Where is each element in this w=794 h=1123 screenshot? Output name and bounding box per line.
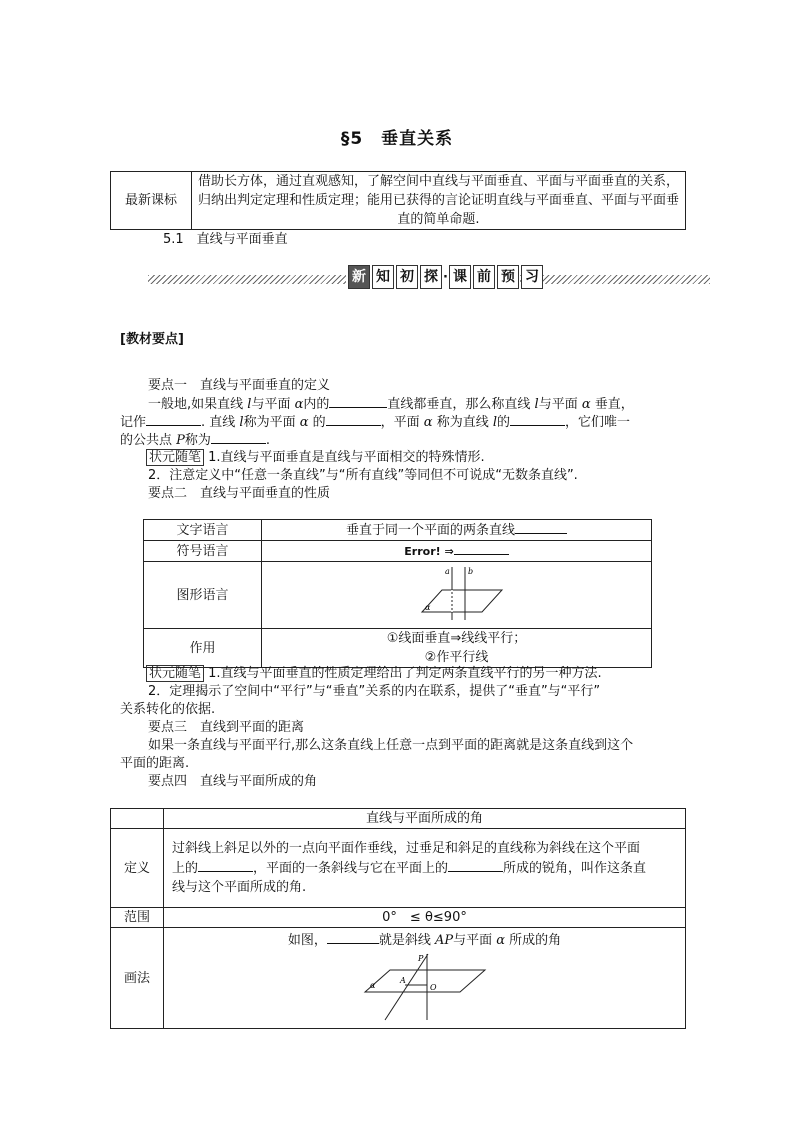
banner-stripe-right xyxy=(520,275,710,284)
banner-stripe-left xyxy=(148,275,346,284)
text: 记作 xyxy=(120,415,147,430)
var-l: l xyxy=(239,415,244,430)
banner-char: 课 xyxy=(449,265,471,289)
use-line1: ①线面垂直⇒线线平行； xyxy=(386,631,527,646)
var-alpha: α xyxy=(496,933,506,948)
point1-heading: 要点一 直线与平面垂直的定义 xyxy=(148,378,331,393)
parallel-lines-figure xyxy=(407,562,507,622)
point3-text2: 平面的距离. xyxy=(120,756,190,771)
angle-figure xyxy=(360,952,490,1022)
point2-note2b: 关系转化的依据. xyxy=(120,702,216,717)
def-line1: 过斜线上斜足以外的一点向平面作垂线，过垂足和斜足的直线称为斜线在这个平面 xyxy=(172,841,641,856)
note-text: 1.直线与平面垂直的性质定理给出了判定两条直线平行的另一种方法. xyxy=(208,666,602,681)
note-text: 1.直线与平面垂直是直线与平面相交的特殊情形. xyxy=(208,450,485,465)
text: 所成的锐角，叫作这条直 xyxy=(503,861,647,876)
note-tag: 状元随笔 xyxy=(146,665,204,682)
curriculum-label: 最新课标 xyxy=(111,172,192,230)
subsection-title: 5.1 直线与平面垂直 xyxy=(163,232,288,247)
label-o: O xyxy=(429,983,437,992)
angle-table-header: 直线与平面所成的角 xyxy=(164,809,686,829)
var-l: l xyxy=(492,415,498,430)
text: 上的 xyxy=(172,861,199,876)
range-value: 0° ≤ θ≤90° xyxy=(164,908,686,928)
point1-line2 xyxy=(120,412,630,432)
fill-blank xyxy=(327,930,379,944)
label-alpha: α xyxy=(424,603,430,612)
var-p: P xyxy=(176,433,185,448)
corner-cell xyxy=(111,809,164,829)
text: . xyxy=(265,433,271,448)
text: 的公共点 xyxy=(120,433,177,448)
banner-char: 知 xyxy=(372,265,394,289)
row-figure xyxy=(262,562,652,629)
var-ap: AP xyxy=(434,933,454,948)
range-label: 范围 xyxy=(111,908,164,928)
text: 如图， xyxy=(287,933,327,948)
point1-line1 xyxy=(148,394,634,414)
text: 称为 xyxy=(184,433,211,448)
text: 所成的角 xyxy=(505,933,562,948)
text: 一般地,如果直线 xyxy=(148,397,248,412)
def-content xyxy=(164,829,686,908)
section-banner xyxy=(347,264,544,290)
materials-heading: [教材要点] xyxy=(120,332,184,347)
text: Error! ⇒ xyxy=(404,545,454,558)
fill-blank xyxy=(329,394,387,408)
note-tag: 状元随笔 xyxy=(146,449,204,466)
curriculum-text: 借助长方体，通过直观感知，了解空间中直线与平面垂直、平面与平面垂直的关系，归纳出判定定理和性质定理；能用已获得的言论证明直线与平面垂直、平面与平面垂直的简单命题. xyxy=(192,172,686,230)
fill-blank xyxy=(448,858,503,872)
fill-blank xyxy=(326,412,381,426)
label-b: b xyxy=(467,567,473,576)
var-l: l xyxy=(247,397,252,412)
text: ，它们唯一 xyxy=(565,415,631,430)
draw-label: 画法 xyxy=(111,928,164,1029)
text: 称为直线 xyxy=(432,415,493,430)
angle-table xyxy=(110,808,686,1029)
row-value-use xyxy=(262,629,652,668)
var-alpha: α xyxy=(299,415,309,430)
plane-alpha xyxy=(365,970,485,992)
var-alpha: α xyxy=(423,415,433,430)
oblique-line xyxy=(385,954,428,1020)
def-label: 定义 xyxy=(111,829,164,908)
property-table xyxy=(143,519,652,668)
banner-char: 前 xyxy=(473,265,495,289)
point1-note1 xyxy=(146,448,485,467)
text: 直线都垂直，那么称直线 xyxy=(387,397,535,412)
point1-line3 xyxy=(120,430,270,450)
text: 与平面 xyxy=(453,933,497,948)
banner-char: 初 xyxy=(396,265,418,289)
text: . 直线 xyxy=(201,415,240,430)
label-alpha: α xyxy=(369,981,375,990)
page-title: §5 垂直关系 xyxy=(340,129,454,149)
plane-alpha xyxy=(422,590,502,612)
fill-blank xyxy=(515,520,567,534)
point4-heading: 要点四 直线与平面所成的角 xyxy=(148,774,318,789)
var-alpha: α xyxy=(581,397,591,412)
text: 内的 xyxy=(303,397,330,412)
point2-heading: 要点二 直线与平面垂直的性质 xyxy=(148,486,331,501)
text: 的 xyxy=(497,415,511,430)
banner-dot: · xyxy=(443,270,448,285)
row-label-use: 作用 xyxy=(144,629,262,668)
text: ，平面 xyxy=(380,415,424,430)
banner-char: 预 xyxy=(497,265,519,289)
text: 的 xyxy=(308,415,326,430)
draw-content xyxy=(164,928,686,1029)
row-value-text xyxy=(262,520,652,541)
text: 与平面 xyxy=(251,397,295,412)
text: 垂直于同一个平面的两条直线 xyxy=(345,523,515,538)
def-line3: 线与这个平面所成的角. xyxy=(172,880,307,895)
text: 与平面 xyxy=(538,397,582,412)
draw-caption xyxy=(170,930,679,950)
point1-note2: 2．注意定义中“任意一条直线”与“所有直线”等同但不可说成“无数条直线”. xyxy=(148,468,578,483)
point3-text1: 如果一条直线与平面平行,那么这条直线上任意一点到平面的距离就是这条直线到这个 xyxy=(148,738,634,753)
fill-blank xyxy=(146,412,201,426)
text: 垂直， xyxy=(590,397,634,412)
def-line2 xyxy=(172,858,677,878)
text: ，平面的一条斜线与它在平面上的 xyxy=(253,861,449,876)
point2-note1 xyxy=(146,664,602,683)
label-p: P xyxy=(417,954,423,963)
banner-char: 新 xyxy=(348,265,370,289)
row-label-text: 文字语言 xyxy=(144,520,262,541)
banner-char: 习 xyxy=(521,265,543,289)
fill-blank xyxy=(454,541,509,555)
row-value-symbol xyxy=(262,541,652,562)
banner-char: 探 xyxy=(420,265,442,289)
curriculum-table xyxy=(110,171,686,230)
fill-blank xyxy=(510,412,565,426)
row-label-figure: 图形语言 xyxy=(144,562,262,629)
row-label-symbol: 符号语言 xyxy=(144,541,262,562)
point3-heading: 要点三 直线到平面的距离 xyxy=(148,720,305,735)
label-a: a xyxy=(444,567,450,576)
label-a: A xyxy=(399,976,406,985)
fill-blank xyxy=(211,430,266,444)
fill-blank xyxy=(198,858,253,872)
var-l: l xyxy=(534,397,539,412)
var-alpha: α xyxy=(294,397,304,412)
text: 就是斜线 xyxy=(378,933,435,948)
text: 称为平面 xyxy=(243,415,300,430)
point2-note2a: 2．定理揭示了空间中“平行”与“垂直”关系的内在联系，提供了“垂直”与“平行” xyxy=(148,684,601,699)
use-line2: ②作平行线 xyxy=(424,650,489,665)
